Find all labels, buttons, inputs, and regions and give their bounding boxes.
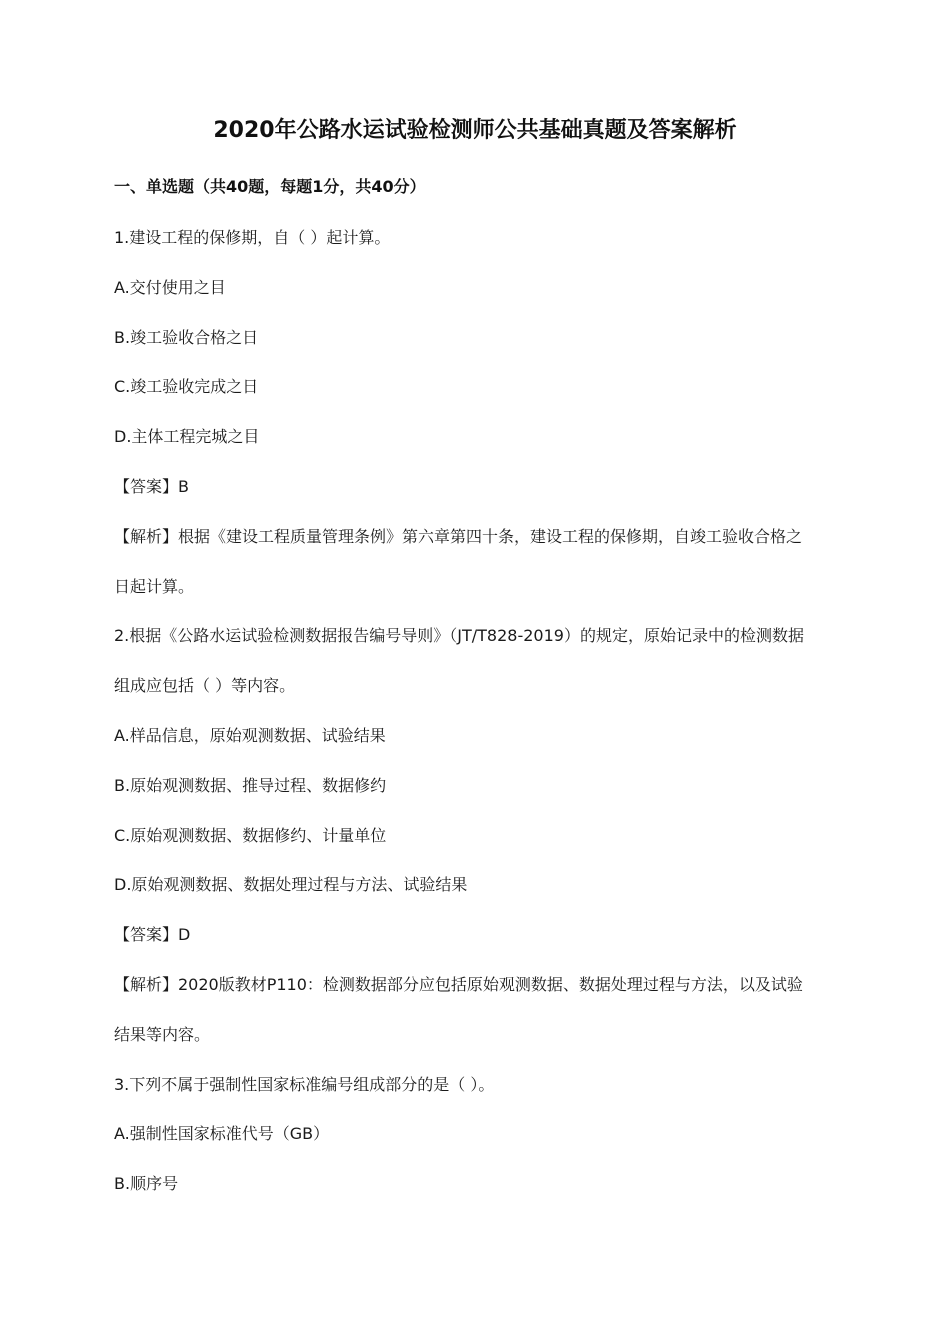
question-1-option-d: D.主体工程完城之目 [114,427,260,447]
question-2-option-a: A.样品信息，原始观测数据、试验结果 [114,725,386,745]
question-1-stem: 1.建设工程的保修期，自（ ）起计算。 [114,228,391,247]
question-1-option-b: B.竣工验收合格之日 [114,327,259,347]
question-3-stem: 3.下列不属于强制性国家标准编号组成部分的是（ ）。 [114,1074,495,1094]
question-1-explanation-cont: 日起计算。 [114,576,195,596]
question-2-stem: 2.根据《公路水运试验检测数据报告编号导则》（JT/T828-2019）的规定，原始记录中的检测数据 [114,626,804,646]
question-1-option-c: C.竣工验收完成之日 [114,377,259,397]
question-2-answer: 【答案】D [114,925,191,945]
question-2-explanation-cont: 结果等内容。 [114,1024,211,1044]
question-2-explanation: 【解析】2020版教材P110：检测数据部分应包括原始观测数据、数据处理过程与方法，以及试验 [114,974,803,994]
document-title: 2020年公路水运试验检测师公共基础真题及答案解析 [213,118,737,143]
question-1-answer: 【答案】B [114,476,189,496]
question-2-stem-cont: 组成应包括（ ）等内容。 [114,676,296,696]
question-1-explanation: 【解析】根据《建设工程质量管理条例》第六章第四十条，建设工程的保修期，自竣工验收合格之 [114,526,803,546]
question-3-option-b: B.顺序号 [114,1174,179,1194]
document-body [114,213,839,1209]
section-heading: 一、单选题（共40题，每题1分，共40分） [114,177,426,196]
question-2-option-d: D.原始观测数据、数据处理过程与方法、试验结果 [114,875,468,895]
question-2-option-b: B.原始观测数据、推导过程、数据修约 [114,775,387,795]
question-2-option-c: C.原始观测数据、数据修约、计量单位 [114,825,387,845]
question-1-option-a: A.交付使用之目 [114,277,226,297]
question-3-option-a: A.强制性国家标准代号（GB） [114,1124,330,1144]
